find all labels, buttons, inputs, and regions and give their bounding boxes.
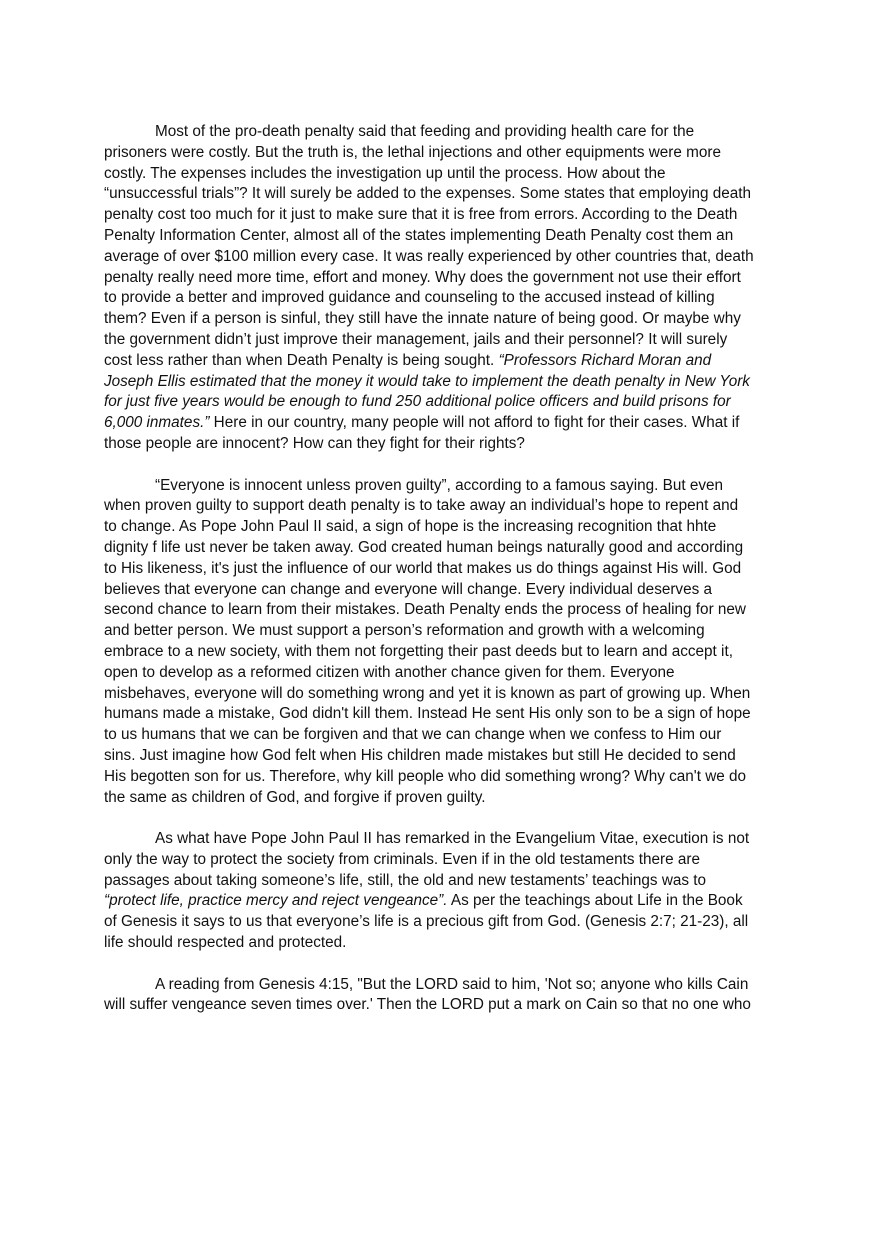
text-line bbox=[104, 996, 751, 1013]
text-segment: penalty cost too much for it just to make sure that it is free from errors. According to the Death bbox=[104, 206, 738, 224]
text-line bbox=[104, 539, 743, 556]
text-line bbox=[104, 601, 746, 618]
text-line bbox=[155, 477, 723, 494]
quote-text: Joseph Ellis estimated that the money it would take to implement the death penalty in New York bbox=[104, 372, 750, 390]
text-line bbox=[104, 227, 733, 244]
paragraph bbox=[104, 476, 782, 809]
quote-text: “Professors Richard Moran and bbox=[498, 351, 712, 369]
text-segment: second chance to learn from their mistakes. Death Penalty ends the process of healing for new bbox=[104, 601, 746, 619]
text-line bbox=[104, 726, 721, 743]
text-line bbox=[104, 518, 716, 535]
text-segment: costly. The expenses includes the investigation up until the process. How about the bbox=[104, 164, 666, 182]
text-line bbox=[104, 435, 525, 452]
text-line bbox=[104, 747, 736, 764]
text-line bbox=[104, 892, 743, 909]
text-segment: misbehaves, everyone will do something wrong and yet it is known as part of growing up. When bbox=[104, 684, 751, 702]
text-segment: Here in our country, many people will not afford to fight for their cases. What if bbox=[209, 414, 740, 432]
text-segment: penalty really need more time, effort and money. Why does the government not use their effort bbox=[104, 268, 741, 286]
text-segment: believes that everyone can change and everyone will change. Every individual deserves a bbox=[104, 580, 712, 598]
text-line bbox=[104, 310, 741, 327]
text-segment: His begotten son for us. Therefore, why kill people who did something wrong? Why can't we do bbox=[104, 767, 747, 785]
text-line bbox=[104, 643, 733, 660]
text-line bbox=[104, 393, 731, 410]
text-line bbox=[155, 830, 749, 847]
text-segment: life should respected and protected. bbox=[104, 934, 347, 952]
text-segment: prisoners were costly. But the truth is, the lethal injections and other equipments were more bbox=[104, 143, 721, 161]
text-line bbox=[104, 352, 711, 369]
text-line bbox=[104, 206, 737, 223]
text-segment: those people are innocent? How can they fight for their rights? bbox=[104, 434, 525, 452]
text-line bbox=[104, 934, 346, 951]
text-line bbox=[104, 872, 706, 889]
text-segment: A reading from Genesis 4:15, "But the LORD said to him, 'Not so; anyone who kills Cain bbox=[155, 975, 749, 993]
text-line bbox=[104, 185, 751, 202]
paragraph bbox=[104, 975, 782, 1017]
text-segment: “unsuccessful trials”? It will surely be added to the expenses. Some states that employing death bbox=[104, 185, 752, 203]
text-line bbox=[104, 581, 712, 598]
text-line bbox=[104, 664, 675, 681]
text-segment: to His likeness, it's just the influence of our world that makes us do things against His will. God bbox=[104, 559, 742, 577]
text-line bbox=[104, 331, 727, 348]
text-line bbox=[104, 560, 741, 577]
text-line bbox=[104, 622, 705, 639]
quote-text: “protect life, practice mercy and reject vengeance”. bbox=[104, 892, 448, 910]
text-segment: “Everyone is innocent unless proven guilty”, according to a famous saying. But even bbox=[155, 476, 723, 494]
text-line bbox=[155, 123, 694, 140]
text-line bbox=[104, 248, 754, 265]
quote-text: 6,000 inmates.” bbox=[104, 414, 210, 432]
text-segment: Penalty Information Center, almost all of the states implementing Death Penalty cost them an bbox=[104, 226, 734, 244]
text-segment: to change. As Pope John Paul II said, a sign of hope is the increasing recognition that hhte bbox=[104, 518, 717, 536]
text-line bbox=[104, 269, 741, 286]
text-segment: embrace to a new society, with them not forgetting their past deeds but to learn and accept it, bbox=[104, 642, 733, 660]
text-line bbox=[104, 913, 748, 930]
text-line bbox=[104, 497, 738, 514]
text-segment: the government didn’t just improve their management, jails and their personnel? It will surely bbox=[104, 330, 728, 348]
text-segment: and better person. We must support a person’s reformation and growth with a welcoming bbox=[104, 622, 705, 640]
text-line bbox=[104, 768, 746, 785]
text-segment: when proven guilty to support death penalty is to take away an individual’s hope to repent and bbox=[104, 497, 739, 515]
text-line bbox=[104, 289, 715, 306]
text-segment: to provide a better and improved guidance and counseling to the accused instead of killing bbox=[104, 289, 715, 307]
text-segment: them? Even if a person is sinful, they still have the innate nature of being good. Or maybe why bbox=[104, 310, 741, 328]
text-segment: As per the teachings about Life in the Book bbox=[447, 892, 743, 910]
text-segment: only the way to protect the society from criminals. Even if in the old testaments there are bbox=[104, 850, 701, 868]
text-segment: average of over $100 million every case. It was really experienced by other countries that, death bbox=[104, 247, 754, 265]
text-segment: will suffer vengeance seven times over.' Then the LORD put a mark on Cain so that no one who bbox=[104, 996, 751, 1014]
document-body bbox=[104, 122, 782, 1016]
text-line bbox=[155, 976, 748, 993]
text-line bbox=[104, 789, 486, 806]
text-line bbox=[104, 144, 721, 161]
text-segment: of Genesis it says to us that everyone’s life is a precious gift from God. (Genesis 2:7; 21-23), all bbox=[104, 913, 749, 931]
paragraph bbox=[104, 122, 782, 455]
text-line bbox=[104, 685, 750, 702]
text-segment: As what have Pope John Paul II has remarked in the Evangelium Vitae, execution is not bbox=[155, 830, 750, 848]
text-segment: sins. Just imagine how God felt when His children made mistakes but still He decided to send bbox=[104, 746, 736, 764]
text-segment: humans made a mistake, God didn't kill them. Instead He sent His only son to be a sign of hope bbox=[104, 705, 751, 723]
text-segment: open to develop as a reformed citizen with another chance given for them. Everyone bbox=[104, 663, 675, 681]
text-segment: Most of the pro-death penalty said that feeding and providing health care for the bbox=[155, 123, 695, 140]
text-segment: to us humans that we can be forgiven and that we can change when we confess to Him our bbox=[104, 726, 722, 744]
text-line bbox=[104, 851, 700, 868]
text-segment: passages about taking someone’s life, still, the old and new testaments’ teachings was to bbox=[104, 871, 707, 889]
text-segment: the same as children of God, and forgive if proven guilty. bbox=[104, 788, 486, 806]
paragraph bbox=[104, 829, 782, 954]
text-line bbox=[104, 705, 751, 722]
text-line bbox=[104, 165, 666, 182]
text-segment: dignity f life ust never be taken away. God created human beings naturally good and according bbox=[104, 538, 744, 556]
text-line bbox=[104, 373, 750, 390]
quote-text: for just five years would be enough to fund 250 additional police officers and build prisons for bbox=[104, 393, 731, 411]
text-segment: cost less rather than when Death Penalty is being sought. bbox=[104, 351, 499, 369]
text-line bbox=[104, 414, 739, 431]
